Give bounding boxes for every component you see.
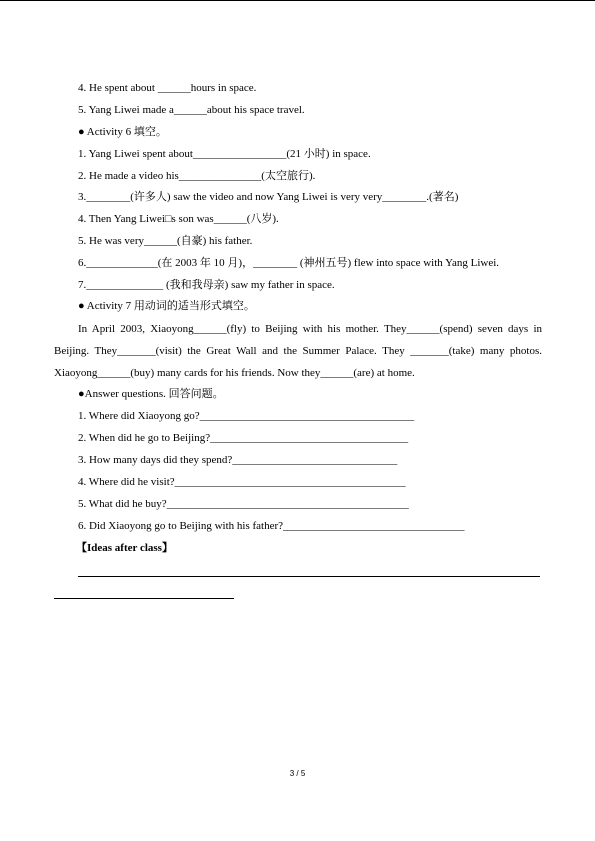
question-4: 4. Where did he visit?__________________________________________ (78, 476, 406, 488)
activity-6-heading: ● Activity 6 填空。 (78, 126, 167, 138)
exercise-line-4-hours: 4. He spent about ______hours in space. (78, 82, 257, 94)
activity-6-item-5: 5. He was very______(自豪) his father. (78, 235, 253, 247)
activity-6-item-2: 2. He made a video his_______________(太空旅行). (78, 170, 316, 182)
page-number: 3 / 5 (289, 769, 306, 778)
ideas-writing-rule-2 (54, 598, 234, 599)
answer-questions-heading: ●Answer questions. 回答问题。 (78, 388, 224, 400)
question-2: 2. When did he go to Beijing?____________________________________ (78, 432, 409, 444)
question-1: 1. Where did Xiaoyong go?_______________________________________ (78, 410, 415, 422)
activity-6-item-6: 6._____________(在 2003 年 10 月)，________ (神州五号) flew into space with Yang Liwei. (78, 257, 500, 269)
activity-7-paragraph: In April 2003, Xiaoyong______(fly) to Beijing with his mother. They______(spend) seven days in Beijing. They_______(visit) the Great Wall and the Summer Palace. They _______(take) many photos. Xiaoyong______(buy) many cards for his friends. Now they______(are) at home. (54, 323, 542, 379)
top-border-rule (0, 0, 595, 1)
ideas-after-class-heading: 【Ideas after class】 (76, 542, 173, 554)
activity-6-item-7: 7.______________ (我和我母亲) saw my father in space. (78, 279, 335, 291)
activity-6-item-4: 4. Then Yang Liwei□s son was______(八岁). (78, 213, 279, 225)
question-3: 3. How many days did they spend?______________________________ (78, 454, 398, 466)
ideas-writing-rule-1 (78, 576, 540, 577)
question-5: 5. What did he buy?____________________________________________ (78, 498, 409, 510)
activity-7-heading: ● Activity 7 用动词的适当形式填空。 (78, 300, 255, 312)
activity-6-item-3: 3.________(许多人) saw the video and now Yang Liwei is very very________.(著名) (78, 191, 459, 203)
exercise-line-5-made: 5. Yang Liwei made a______about his space travel. (78, 104, 305, 116)
question-6: 6. Did Xiaoyong go to Beijing with his father?_________________________________ (78, 520, 465, 532)
activity-6-item-1: 1. Yang Liwei spent about_________________(21 小时) in space. (78, 148, 371, 160)
